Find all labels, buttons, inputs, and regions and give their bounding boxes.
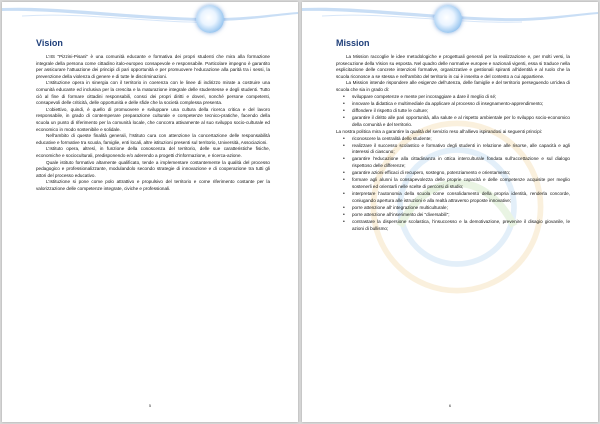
list-item: • innovare la didattica e multimediale da applicare al processo di insegnamento-apprendimento; xyxy=(352,101,570,108)
mission-text xyxy=(336,54,570,233)
list-item: • garantire il diritto alle pari opportunità, alla salute e al rispetto ambientale per lo sviluppo socio-economico della comunità e del territorio. xyxy=(352,115,570,128)
list-item: • porre attenzione all’inserimento dei "diversabili"; xyxy=(352,212,570,219)
page-number: 5 xyxy=(148,403,152,408)
list-item: • formare agli alunni la consapevolezza delle proprie capacità e delle competenze acquisite per meglio sostenerli ed orientarli nelle scelte di percorsi di studio; xyxy=(352,177,570,190)
vision-paragraph: Nell’ambito di queste finalità generali, l’Istituto cura con attenzione la concertazione delle responsabilità educative e formative tra scuola, famiglie, enti locali, altre istituzioni presenti sul territorio, Università, Associazioni. xyxy=(36,133,270,145)
vision-paragraph: L’Istituzione opera in sinergia con il territorio in coerenza con le linee di indirizzo mirate a costruire una comunità educante ed inclusiva per la crescita e la maturazione integrale delle studentesse e degli studenti. Tutto ciò al fine di formare cittadini responsabili, consci dei propri diritti e doveri, nonché persone competenti, consapevoli delle criticità, delle opportunità e delle sfide che la società complessa presenta. xyxy=(36,80,270,106)
list-item: • garantire l’educazione alla cittadinanza in ottica interculturale fondata sull’accettazione e sul dialogo rispettoso delle differenze; xyxy=(352,156,570,169)
page-left xyxy=(2,2,298,422)
vision-title: Vision xyxy=(36,38,63,48)
list-item: • garantire azioni efficaci di recupero, sostegno, potenziamento e orientamento; xyxy=(352,170,570,177)
page-right xyxy=(302,2,598,422)
list-item: • porre attenzione all’ integrazione multiculturale; xyxy=(352,205,570,212)
mission-list-2 xyxy=(336,136,570,233)
vision-paragraph: L’Istituto opera, altresì, in funzione della conoscenza del territorio, delle sue caratteristiche fisiche, economiche e socioculturali, predisponendo e/o aderendo a progetti d’informazione, e ricerca-azione. xyxy=(36,146,270,158)
logo-circle-icon xyxy=(196,5,224,33)
list-item: • riconoscere la centralità dello studente; xyxy=(352,136,570,143)
list-item: • diffondere il rispetto di tutte le culture; xyxy=(352,108,570,115)
page-number: 6 xyxy=(448,403,452,408)
list-item: • interpretare l’autonomia della scuola come consolidamento della propria identità, renderla concorde, coniugando apertura alle istruzioni e alla realtà attraverso proposte innovative; xyxy=(352,191,570,204)
vision-paragraph: L’IIS "Pizzini-Pisani" è una comunità educante e formativa dei propri studenti che mira alla formazione integrale della persona come cittadino italo-europeo consapevole e responsabile. Particolare impegno è garantito per assicurare l’attuazione dei principi di pari opportunità e per promuovere l’educazione alla parità tra i sessi, la prevenzione della violenza di genere e di tutte le discriminazioni. xyxy=(36,54,270,79)
mission-paragraph: La nostra politica mira a garantire la qualità del servizio reso all’allievo ispirandosi ai seguenti principi: xyxy=(336,128,543,134)
vision-text xyxy=(36,54,270,192)
mission-list-1 xyxy=(336,94,570,129)
list-item: • contrastare la dispersione scolastica, l’insuccesso e la demotivazione, prevenire il disagio giovanile, le azioni di bullismo; xyxy=(352,219,570,232)
list-item: • realizzare il successo scolastico e formativo degli studenti in relazione alle risorse, alle capacità e agli interessi di ciascuno; xyxy=(352,143,570,156)
logo-circle-icon xyxy=(434,5,462,33)
mission-paragraph: La Mission raccoglie le idee metodologiche e progettuali generali per la realizzazione e, per molti versi, la prosecuzione della Vision su esposta. Nel quadro delle normative europee e nazionali vigenti, essa si traduce nella esplicitazione delle concrete intenzioni formative, organizzative e gestionali spiranti all’identità e al ruolo che la scuola riconosce a se stessa e nell’ambito del territorio in cui è inserita e del contesto a cui appartiene. xyxy=(336,54,570,79)
vision-paragraph: L’Istituzione si pone come polo attrattivo e propulsivo del territorio e come riferimento costante per la valorizzazione delle competenze integrate, civiche e professionali. xyxy=(36,179,270,191)
vision-paragraph: Quale istituto formativo altamente qualificato, tende a implementare costantemente la qualità del processo pedagogico e professionalizzante, modulandolo secondo strategie di innovazione e di cooperazione tra tutti gli attori del processo educativo. xyxy=(36,159,270,178)
list-item: • sviluppare competenze e mente per incoraggiare a dare il meglio di sé; xyxy=(352,94,570,101)
mission-paragraph: La Mission intende rispondere alle esigenze dell’utenza, delle famiglie e del territorio perseguendo un’idea di scuola che sia in grado di: xyxy=(336,80,570,92)
vision-paragraph: L’obiettivo, quindi, è quello di promuovere e sviluppare una cultura della ricerca critica e del lavoro responsabile, in grado di contemperare preparazione culturale e competenze tecnico-pratiche, facendo della scuola un punto di riferimento per la comunità locale, che concorra attivamente al suo sviluppo socio-culturale ed economico in modo sostenibile e solidale. xyxy=(36,106,270,132)
mission-title: Mission xyxy=(336,38,370,48)
header-swoosh xyxy=(2,2,298,36)
